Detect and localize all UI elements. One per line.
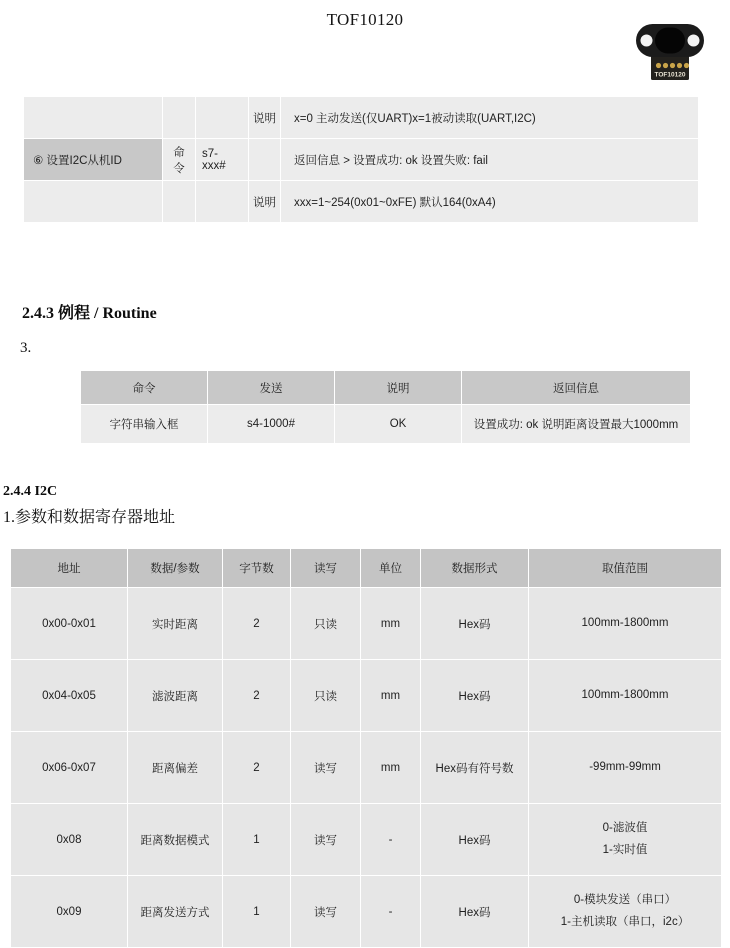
cmd-label-cell-empty — [163, 181, 196, 223]
range-line: 0-模块发送（串口） — [573, 893, 677, 906]
reg-cell-range — [529, 804, 722, 876]
reg-cell-access: 读写 — [291, 804, 361, 876]
routine-header-send: 发送 — [208, 371, 335, 405]
reg-header-format: 数据形式 — [421, 549, 529, 588]
reg-header-bytes: 字节数 — [223, 549, 291, 588]
reg-header-range: 取值范围 — [529, 549, 722, 588]
routine-table — [80, 370, 691, 444]
table-row — [11, 588, 722, 660]
table-row — [11, 660, 722, 732]
reg-cell-range — [529, 876, 722, 948]
reg-cell-format: Hex码 — [421, 588, 529, 660]
reg-cell-bytes: 2 — [223, 732, 291, 804]
range-line: -99mm-99mm — [589, 760, 661, 773]
reg-cell-bytes: 1 — [223, 876, 291, 948]
routine-cell-send: s4-1000# — [208, 405, 335, 444]
reg-header-unit: 单位 — [361, 549, 421, 588]
reg-header-address: 地址 — [11, 549, 128, 588]
cmd-code-cell-empty — [196, 181, 249, 223]
cmd-label-cell: 命令 — [163, 139, 196, 181]
cmd-desc-cell: x=0 主动发送(仅UART)x=1被动读取(UART,I2C) — [281, 97, 699, 139]
reg-header-access: 读写 — [291, 549, 361, 588]
mount-hole-right-icon — [688, 35, 700, 47]
mount-hole-left-icon — [641, 35, 653, 47]
reg-cell-access: 读写 — [291, 732, 361, 804]
table-row — [24, 97, 699, 139]
reg-cell-parameter: 距离数据模式 — [128, 804, 223, 876]
table-row — [24, 139, 699, 181]
reg-cell-format: Hex码 — [421, 660, 529, 732]
reg-cell-access: 只读 — [291, 588, 361, 660]
reg-cell-bytes: 2 — [223, 660, 291, 732]
cmd-kind-cell-empty — [249, 139, 281, 181]
routine-item-number: 3. — [20, 340, 32, 356]
table-row — [11, 876, 722, 948]
reg-cell-bytes: 1 — [223, 804, 291, 876]
page-title: TOF10120 — [326, 10, 404, 29]
reg-cell-address: 0x04-0x05 — [11, 660, 128, 732]
cmd-name-cell-empty — [24, 181, 163, 223]
cmd-kind-cell: 说明 — [249, 181, 281, 223]
range-line: 100mm-1800mm — [581, 688, 669, 701]
subheading-register-address-list: 1.参数和数据寄存器地址 — [3, 509, 176, 526]
cmd-code-cell: s7-xxx# — [196, 139, 249, 181]
range-line: 100mm-1800mm — [581, 616, 669, 629]
reg-cell-address: 0x06-0x07 — [11, 732, 128, 804]
reg-cell-format: Hex码 — [421, 804, 529, 876]
reg-cell-access: 只读 — [291, 660, 361, 732]
reg-cell-access: 读写 — [291, 876, 361, 948]
reg-cell-unit: - — [361, 876, 421, 948]
reg-cell-unit: mm — [361, 660, 421, 732]
reg-cell-unit: mm — [361, 732, 421, 804]
reg-cell-address: 0x09 — [11, 876, 128, 948]
reg-cell-format: Hex码有符号数 — [421, 732, 529, 804]
table-header-row — [81, 371, 691, 405]
reg-cell-range — [529, 660, 722, 732]
reg-cell-parameter: 实时距离 — [128, 588, 223, 660]
table-row — [11, 732, 722, 804]
cmd-name-cell-empty — [24, 97, 163, 139]
heading-routine: 2.4.3 例程 / Routine — [22, 305, 157, 322]
cmd-name-cell: ⑥ 设置I2C从机ID — [24, 139, 163, 181]
routine-cell-response: 设置成功: ok 说明距离设置最大1000mm — [462, 405, 691, 444]
reg-cell-parameter: 距离发送方式 — [128, 876, 223, 948]
cmd-label-cell-empty — [163, 97, 196, 139]
routine-header-description: 说明 — [335, 371, 462, 405]
reg-cell-unit: mm — [361, 588, 421, 660]
cmd-code-cell-empty — [196, 97, 249, 139]
table-row — [81, 405, 691, 444]
register-table — [10, 548, 722, 948]
routine-cell-command: 字符串输入框 — [81, 405, 208, 444]
range-line: 1-主机读取（串口，i2c） — [560, 915, 690, 928]
sensor-lens-window — [655, 28, 685, 54]
routine-header-command: 命令 — [81, 371, 208, 405]
heading-i2c: 2.4.4 I2C — [3, 484, 58, 499]
cmd-desc-cell: 返回信息 > 设置成功: ok 设置失败: fail — [281, 139, 699, 181]
reg-cell-bytes: 2 — [223, 588, 291, 660]
table-row — [11, 804, 722, 876]
sensor-body-graphic — [636, 24, 704, 80]
range-line: 1-实时值 — [602, 843, 648, 856]
reg-cell-address: 0x00-0x01 — [11, 588, 128, 660]
reg-cell-address: 0x08 — [11, 804, 128, 876]
reg-header-parameter: 数据/参数 — [128, 549, 223, 588]
table-row — [24, 181, 699, 223]
table-header-row — [11, 549, 722, 588]
cmd-kind-cell: 说明 — [249, 97, 281, 139]
reg-cell-parameter: 滤波距离 — [128, 660, 223, 732]
reg-cell-unit: - — [361, 804, 421, 876]
reg-cell-format: Hex码 — [421, 876, 529, 948]
sensor-silkscreen-label: TOF10120 — [654, 71, 686, 79]
reg-cell-range — [529, 732, 722, 804]
command-table — [23, 96, 699, 223]
reg-cell-range — [529, 588, 722, 660]
routine-cell-description: OK — [335, 405, 462, 444]
sensor-product-image — [622, 18, 718, 88]
reg-cell-parameter: 距离偏差 — [128, 732, 223, 804]
routine-header-response: 返回信息 — [462, 371, 691, 405]
range-line: 0-滤波值 — [602, 821, 648, 834]
cmd-desc-cell: xxx=1~254(0x01~0xFE) 默认164(0xA4) — [281, 181, 699, 223]
